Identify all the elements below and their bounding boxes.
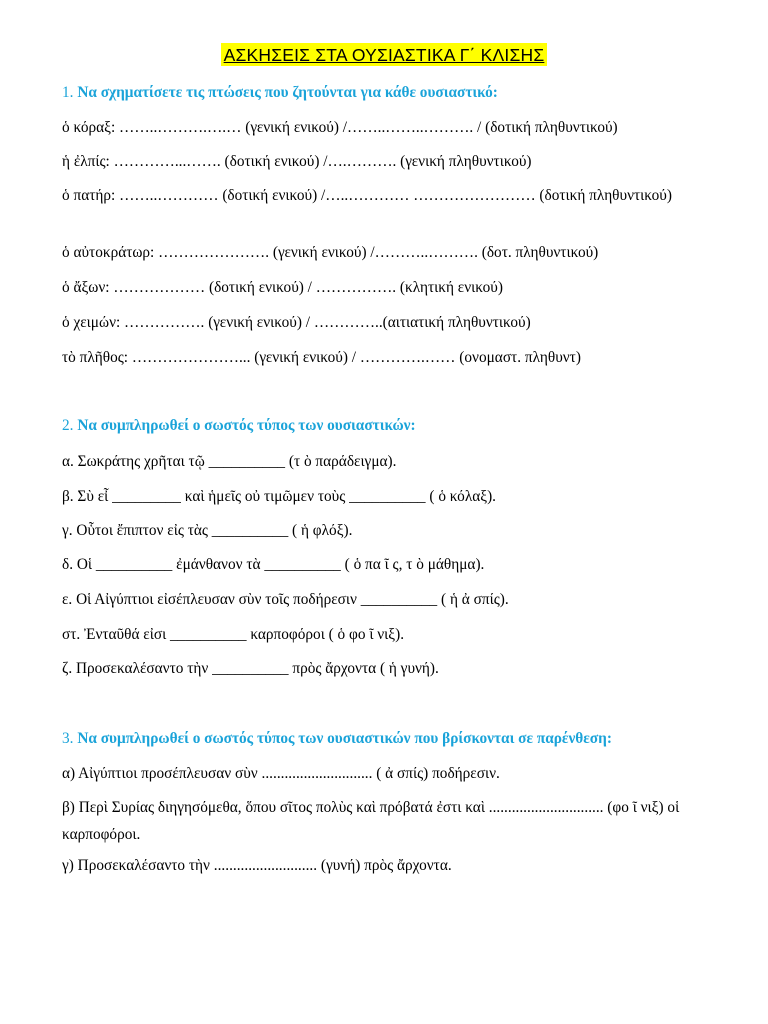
section3-number: 3.	[62, 730, 74, 747]
exercise3-line-g: γ) Προσεκαλέσαντο τὴν ........................... (γυνή) πρὸς ἄρχοντα.	[62, 857, 452, 874]
exercise3-line-a: α) Αἰγύπτιοι προσέπλευσαν σὺν ............................. ( ἀ σπίς) ποδήρεσιν.	[62, 765, 500, 782]
exercise1-line-axon: ὁ ἄξων: ……………… (δοτική ενικού) / ……………. (κλητική ενικού)	[62, 279, 503, 296]
exercise1-line-korax: ὁ κόραξ: ……..……….….… (γενική ενικού) /……..……..………. / (δοτική πληθυντικού)	[62, 119, 618, 136]
section1-heading-text: Να σχηματίσετε τις πτώσεις που ζητούνται για κάθε ουσιαστικό:	[77, 84, 498, 101]
section3-heading-text: Να συμπληρωθεί ο σωστός τύπος των ουσιαστικών που βρίσκονται σε παρένθεση:	[77, 730, 612, 747]
exercise2-line-st: στ. Ἐνταῦθά εἰσι __________ καρποφόροι ( ὁ φο ῖ νιξ).	[62, 626, 405, 643]
section2-number: 2.	[62, 417, 74, 434]
title-wrap	[0, 43, 768, 66]
exercise2-line-g: γ. Οὗτοι ἔπιπτον εἰς τὰς __________ ( ἡ φλόξ).	[62, 522, 353, 539]
exercise2-line-d: δ. Οἱ __________ ἐμάνθανον τὰ __________ ( ὁ πα ῖ ς, τ ὸ μάθημα).	[62, 556, 485, 573]
section2-heading	[62, 415, 722, 436]
exercise2-line-a: α. Σωκράτης χρῆται τῷ __________ (τ ὸ παράδειγμα).	[62, 453, 397, 470]
exercise2-line-e: ε. Οἱ Αἰγύπτιοι εἰσέπλευσαν σὺν τοῖς ποδήρεσιν __________ ( ἡ ἀ σπίς).	[62, 591, 509, 608]
section3-heading	[62, 728, 722, 749]
exercise2-line-z: ζ. Προσεκαλέσαντο τὴν __________ πρὸς ἄρχοντα ( ἡ γυνή).	[62, 660, 439, 677]
exercise1-line-cheimon: ὁ χειμών: ……………. (γενική ενικού) / …………..(αιτιατική πληθυντικού)	[62, 314, 531, 331]
exercise2-line-b: β. Σὺ εἶ _________ καὶ ἡμεῖς οὐ τιμῶμεν τοὺς __________ ( ὁ κόλαξ).	[62, 488, 496, 505]
section2-heading-text: Να συμπληρωθεί ο σωστός τύπος των ουσιαστικών:	[77, 417, 416, 434]
exercise1-line-plethos: τὸ πλῆθος: …………………... (γενική ενικού) / ………….…… (ονομαστ. πληθυντ)	[62, 349, 581, 366]
section1-number: 1.	[62, 84, 74, 101]
page-title: ΑΣΚΗΣΕΙΣ ΣΤΑ ΟΥΣΙΑΣΤΙΚΑ Γ΄ ΚΛΙΣΗΣ	[221, 43, 548, 66]
exercise1-line-pater: ὁ πατήρ: ……..………… (δοτική ενικού) /…..………… …………………… (δοτική πληθυντικού)	[62, 187, 672, 204]
exercise1-line-autokrator: ὁ αὐτοκράτωρ: …………………. (γενική ενικού) /………..………. (δοτ. πληθυντικού)	[62, 244, 599, 261]
section1-heading	[62, 82, 722, 103]
exercise1-line-elpis: ἡ ἐλπίς: …………...……. (δοτική ενικού) /….………. (γενική πληθυντικού)	[62, 153, 532, 170]
exercise3-line-b: β) Περὶ Συρίας διηγησόμεθα, ὅπου σῖτος πολὺς καὶ πρόβατά ἐστι καὶ .............................. (φο ῖ νιξ) οἱ καρποφόροι.	[62, 799, 680, 843]
